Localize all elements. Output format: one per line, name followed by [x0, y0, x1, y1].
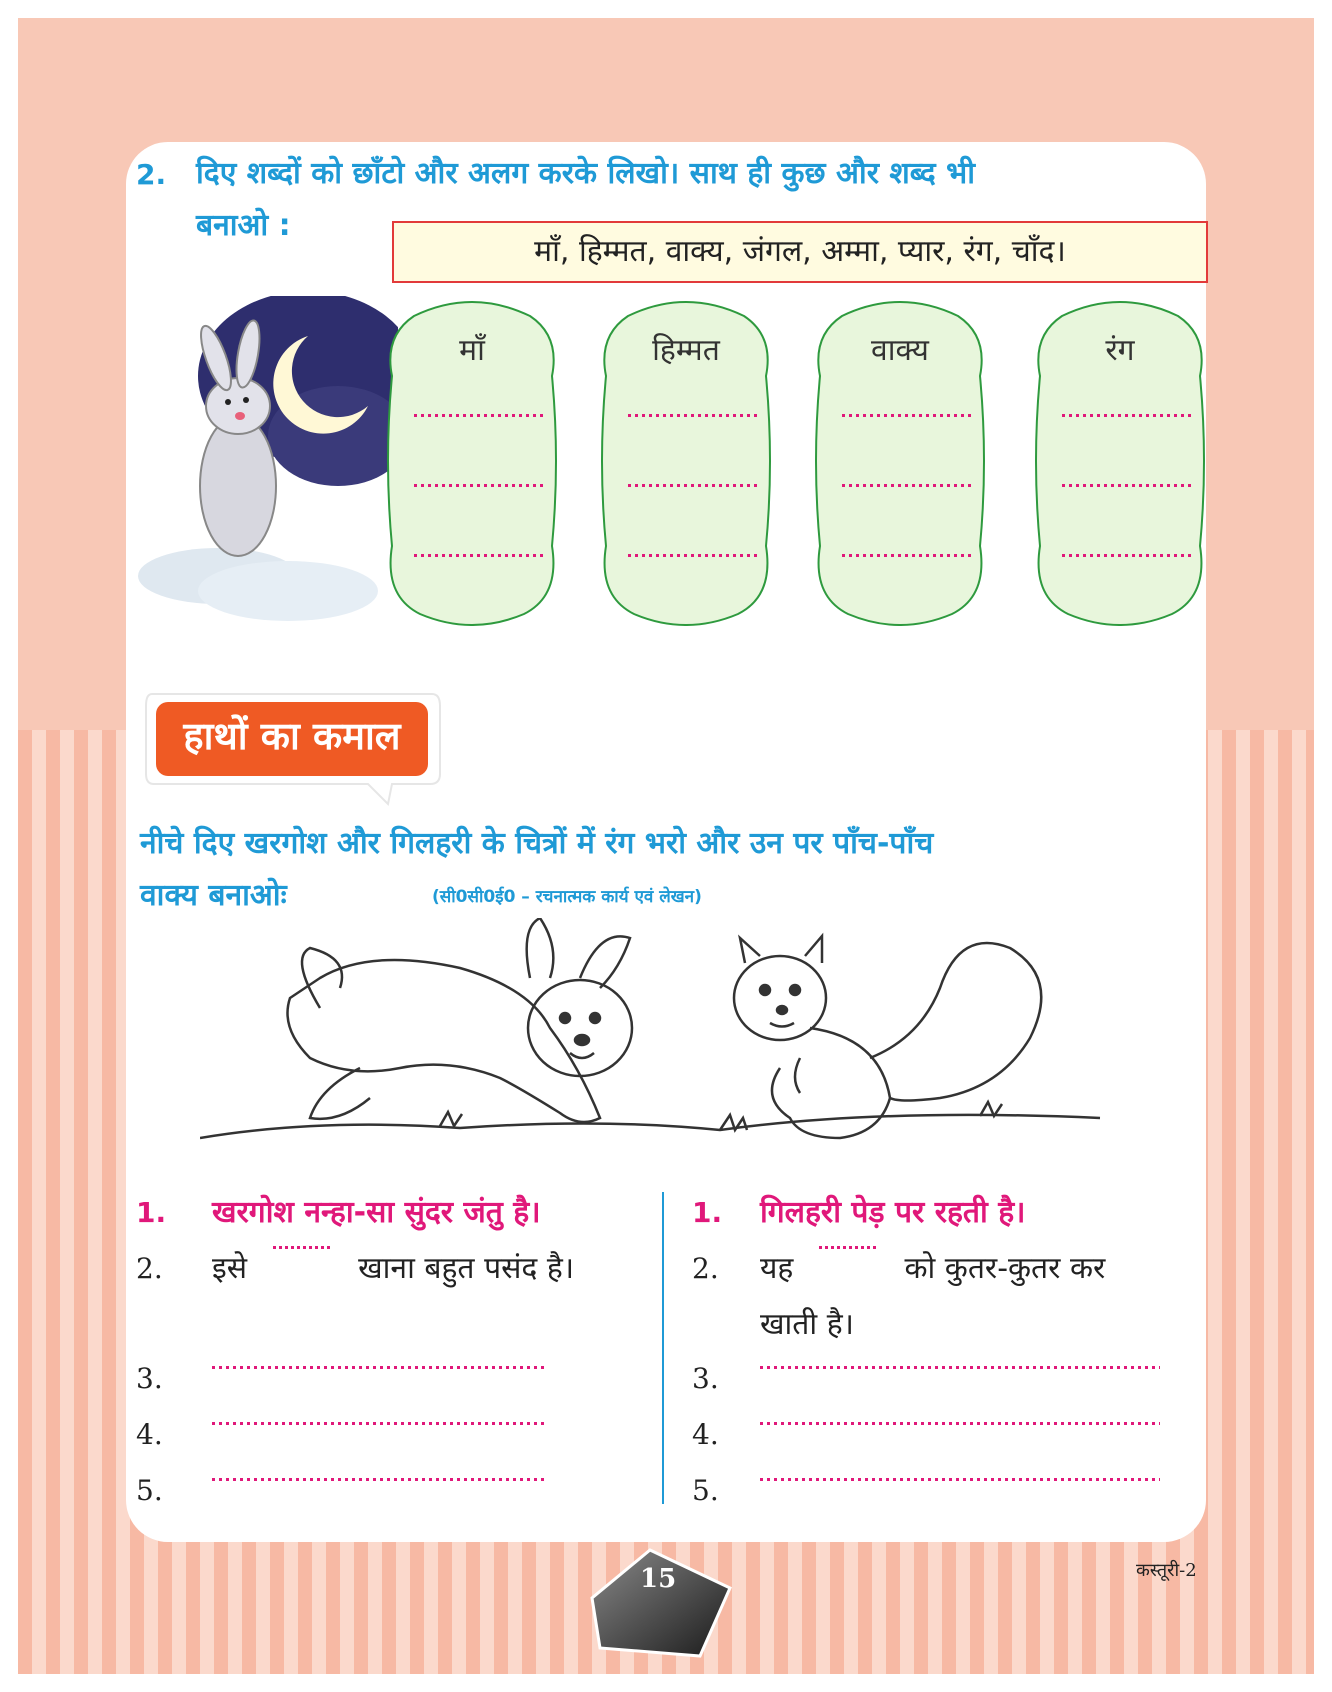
rabbit-item-2	[212, 1246, 574, 1287]
answer-line[interactable]	[842, 484, 972, 487]
ground-line	[200, 1115, 1100, 1138]
rabbit-outline	[288, 918, 633, 1122]
answer-line[interactable]	[1062, 484, 1192, 487]
rabbit-item-2-after: खाना बहुत पसंद है।	[358, 1251, 575, 1286]
cloud-word: वाक्य	[871, 333, 929, 368]
answer-line[interactable]	[760, 1366, 1160, 1369]
question-instruction-line2: बनाओ :	[196, 208, 291, 243]
squirrel-item-3-num: 3.	[692, 1362, 719, 1395]
answer-line[interactable]	[842, 554, 972, 557]
question-number: 2.	[136, 158, 167, 191]
answer-line[interactable]	[842, 414, 972, 417]
book-name: कस्तूरी-2	[1136, 1560, 1197, 1581]
rabbit-item-2-num: 2.	[136, 1252, 163, 1285]
answer-line[interactable]	[760, 1478, 1160, 1481]
answer-line[interactable]	[628, 484, 758, 487]
section-instruction-line2: वाक्य बनाओः	[140, 878, 287, 913]
section-instruction-line1: नीचे दिए खरगोश और गिलहरी के चित्रों में रंग भरो और उन पर पाँच-पाँच	[140, 826, 934, 861]
answer-line[interactable]	[414, 414, 544, 417]
answer-line[interactable]	[212, 1478, 546, 1481]
coloring-illustration[interactable]	[200, 918, 1120, 1168]
squirrel-item-2-before: यह	[760, 1251, 794, 1286]
answer-line[interactable]	[212, 1422, 546, 1425]
answer-line[interactable]	[212, 1366, 546, 1369]
section-title: हाथों का कमाल	[183, 714, 401, 758]
rabbit-item-3-num: 3.	[136, 1362, 163, 1395]
answer-line[interactable]	[1062, 414, 1192, 417]
cce-note: (सी0सी0ई0 – रचनात्मक कार्य एवं लेखन)	[432, 887, 702, 907]
squirrel-item-2-line2: खाती है।	[760, 1307, 855, 1342]
word-cloud-1	[384, 296, 560, 626]
word-list-box: माँ, हिम्मत, वाक्य, जंगल, अम्मा, प्यार, रंग, चाँद।	[392, 221, 1208, 283]
grass-tuft	[440, 1112, 462, 1126]
word-cloud-2	[598, 296, 774, 626]
squirrel-item-5-num: 5.	[692, 1474, 719, 1507]
section-title-badge	[148, 690, 436, 784]
squirrel-item-1-num: 1.	[692, 1196, 723, 1229]
page-number: 15	[640, 1564, 677, 1594]
fill-blank[interactable]	[273, 1246, 333, 1249]
answer-line[interactable]	[760, 1422, 1160, 1425]
squirrel-item-2-num: 2.	[692, 1252, 719, 1285]
question-instruction-line1: दिए शब्दों को छाँटो और अलग करके लिखो। साथ ही कुछ और शब्द भी	[196, 156, 976, 191]
cloud-word: माँ	[459, 333, 485, 368]
word-cloud-4	[1032, 296, 1208, 626]
word-cloud-3	[812, 296, 988, 626]
rabbit-item-5-num: 5.	[136, 1474, 163, 1507]
answer-line[interactable]	[414, 484, 544, 487]
squirrel-item-1-text: गिलहरी पेड़ पर रहती है।	[760, 1195, 1026, 1230]
rabbit-item-2-before: इसे	[212, 1251, 248, 1286]
rabbit-moon-illustration	[128, 296, 398, 666]
cloud-word: हिम्मत	[652, 333, 720, 368]
fill-blank[interactable]	[819, 1246, 879, 1249]
cloud-word: रंग	[1105, 333, 1135, 368]
squirrel-item-4-num: 4.	[692, 1418, 719, 1451]
column-divider	[662, 1192, 664, 1504]
rabbit-item-4-num: 4.	[136, 1418, 163, 1451]
squirrel-outline	[734, 936, 1041, 1138]
squirrel-item-2-after: को कुतर-कुतर कर	[904, 1251, 1106, 1286]
rabbit-item-1-num: 1.	[136, 1196, 167, 1229]
answer-line[interactable]	[628, 554, 758, 557]
answer-line[interactable]	[414, 554, 544, 557]
squirrel-item-2	[760, 1246, 1105, 1287]
answer-line[interactable]	[628, 414, 758, 417]
rabbit-item-1-text: खरगोश नन्हा-सा सुंदर जंतु है।	[212, 1195, 541, 1230]
answer-line[interactable]	[1062, 554, 1192, 557]
